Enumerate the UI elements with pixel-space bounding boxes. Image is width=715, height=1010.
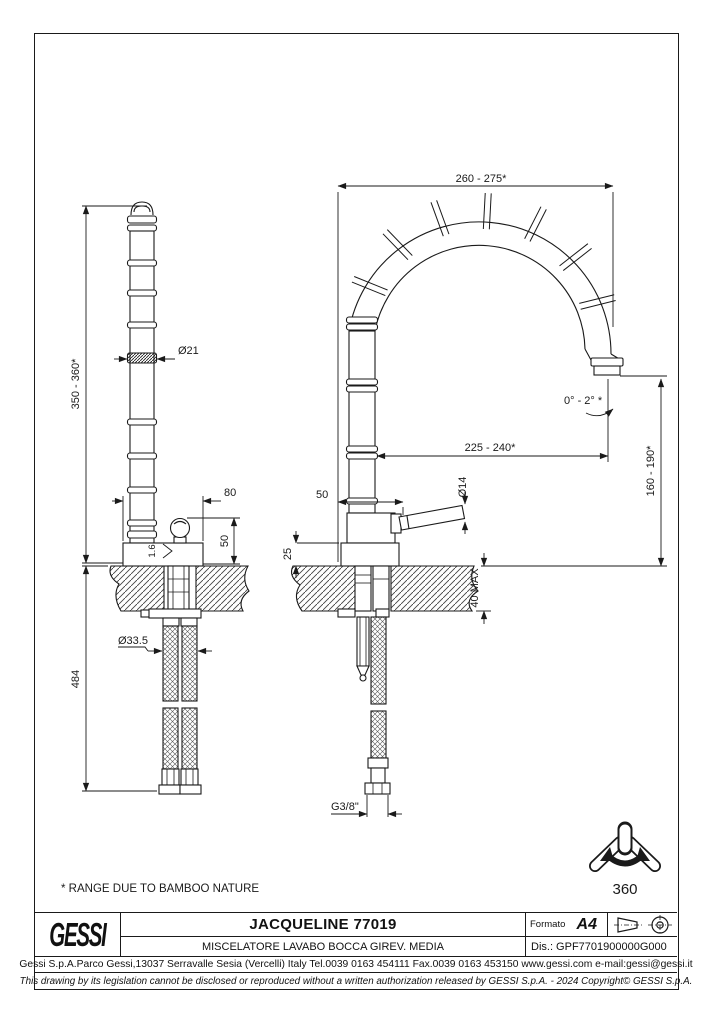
format-label: Formato — [530, 919, 566, 930]
product-name: JACQUELINE 77019 — [121, 913, 525, 937]
dim-front-counter-max: 40 MAX — [469, 568, 481, 608]
dim-front-outlet-angle: 0° - 2° * — [564, 395, 603, 407]
projection-target-icon — [647, 914, 673, 936]
dim-front-handle-diameter: Ø14 — [457, 476, 469, 498]
dim-side-hose-length: 484 — [70, 669, 82, 689]
title-block-center — [121, 913, 526, 956]
dim-front-reach-outlet: 225 - 240* — [464, 442, 516, 454]
dim-front-reach-overall: 260 - 275* — [455, 173, 507, 185]
drawing-frame — [19, 33, 693, 990]
dim-front-outlet-height: 160 - 190* — [645, 445, 657, 497]
side-view-dimensions — [82, 206, 240, 791]
rotation-indicator — [595, 829, 655, 898]
product-description: MISCELATORE LAVABO BOCCA GIREV. MEDIA — [201, 940, 445, 953]
rotation-360-label: 360 — [612, 881, 638, 898]
dim-front-handle-offset: 50 — [316, 489, 329, 501]
rotation-360-icon — [595, 829, 655, 866]
dim-front-base-height: 25 — [282, 547, 294, 561]
dim-side-base-height: 50 — [219, 534, 231, 548]
dim-side-base-depth: 80 — [224, 487, 237, 499]
format-value: A4 — [576, 916, 597, 933]
legal-notice: This drawing by its legislation cannot be disclosed or reproduced without a written authorization released by GESSI S.p.A. - 2024 Copyright© GESSI S.p.A. — [35, 972, 677, 989]
projection-cone-icon — [613, 914, 643, 936]
title-block — [19, 912, 693, 988]
footnote-text: * RANGE DUE TO BAMBOO NATURE — [61, 883, 260, 895]
brand-logo-text: GESSI — [49, 915, 106, 953]
projection-symbols-cell — [608, 913, 677, 937]
format-cell — [526, 913, 608, 937]
company-address: Gessi S.p.A.Parco Gessi,13037 Serravalle Sesia (Vercelli) Italy Tel.0039 0163 454111 Fax.0039 0163 453150 www.gessi.com e-mail:gessi@gessi.it — [35, 956, 677, 972]
drawing-number: Dis.: GPF7701900000G000 — [531, 940, 667, 953]
dim-side-height: 350 - 360* — [70, 358, 82, 410]
dim-side-hole-diameter: Ø33.5 — [118, 635, 148, 647]
dim-side-diameter: Ø21 — [178, 345, 199, 357]
technical-drawing — [35, 34, 677, 912]
surface-finish-value: 1.6 — [147, 544, 158, 558]
brand-logo — [35, 913, 121, 956]
dim-front-thread: G3/8" — [331, 801, 359, 813]
